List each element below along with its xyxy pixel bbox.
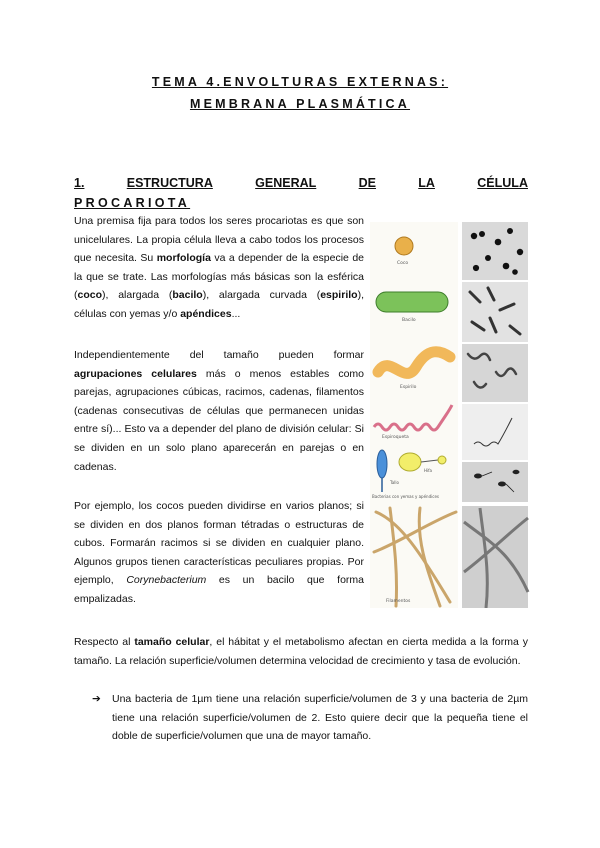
heading-word: LA — [418, 176, 435, 190]
label-yemas: Bacterias con yemas y apéndices — [372, 494, 439, 499]
label-hifa: Hifa — [424, 468, 432, 473]
heading-word: ESTRUCTURA — [126, 176, 213, 190]
label-coco: Coco — [397, 261, 409, 266]
coco-cell — [395, 237, 413, 255]
paragraph-groupings: Independientemente del tamaño pueden formar agrupaciones celulares más o menos estables como parejas, agrupaciones cúbicas, racimos, cadenas, filamentos (cadenas consecutivas de células que permanecen unidas entre sí)... Esto va a depender del plano de división celular: Si se dividen en un solo plano aparecerán en parejas o en cadenas. — [74, 349, 364, 473]
paragraph-division-planes: Por ejemplo, los cocos pueden dividirse en varios planos; si se dividen en dos planos forman tétradas o estructuras de cubos. Formarán racimos si se dividen en cualquier plano. Algunos grupos tienen características peculiares propias. Por ejemplo, Corynebacterium es un bacilo que forma empalizadas. — [74, 500, 364, 605]
section-heading — [74, 173, 528, 213]
bullet-surface-volume — [92, 690, 528, 746]
micrograph-filamentos — [462, 506, 528, 608]
micrograph-espirilo — [462, 344, 528, 402]
doc-title-line1: TEMA 4.ENVOLTURAS EXTERNAS: — [151, 75, 449, 89]
heading-word: CÉLULA — [477, 176, 528, 190]
micrograph-espiroqueta — [462, 404, 528, 460]
label-filamentos: Filamentos — [386, 599, 411, 604]
doc-title-line2: MEMBRANA PLASMÁTICA — [189, 97, 411, 111]
arrow-bullet-icon: ➔ — [92, 693, 101, 705]
yema-cell — [399, 453, 421, 471]
label-espirilo: Espirilo — [400, 385, 417, 390]
morphology-figure — [370, 222, 530, 608]
heading-word: 1. — [74, 176, 85, 190]
paragraph-cell-size: Respecto al tamaño celular, el hábitat y el metabolismo afectan en cierta medida a la forma y tamaño. La relación superficie/volumen determina velocidad de crecimiento y tasa de evolución. — [74, 636, 528, 667]
paragraph-morphology: Una premisa fija para todos los seres procariotas es que son unicelulares. La propia célula lleva a cabo todos los procesos que necesita. Su morfología va a depender de la especie de la que se trate. Las morfologías más básicas son la esférica (coco), alargada (bacilo), alargada curvada (espirilo), células con yemas y/o apéndices... — [74, 215, 364, 320]
label-tallo: Tallo — [390, 480, 399, 485]
tallo-cell — [377, 450, 387, 478]
heading-word: DE — [358, 176, 376, 190]
bullet-text: Una bacteria de 1µm tiene una relación superficie/volumen de 3 y una bacteria de 2µm tiene una relación superficie/volumen de 2. Esto quiere decir que la pequeña tiene el doble de superficie/volumen que una de mayor tamaño. — [112, 693, 528, 743]
heading-word: GENERAL — [255, 176, 317, 190]
label-espiroqueta: Espiroqueta — [382, 435, 409, 440]
heading-line2: PROCARIOTA — [74, 196, 191, 210]
bacilo-cell — [376, 292, 448, 312]
micrograph-yemas — [462, 462, 528, 502]
label-bacilo: Bacilo — [402, 318, 416, 323]
